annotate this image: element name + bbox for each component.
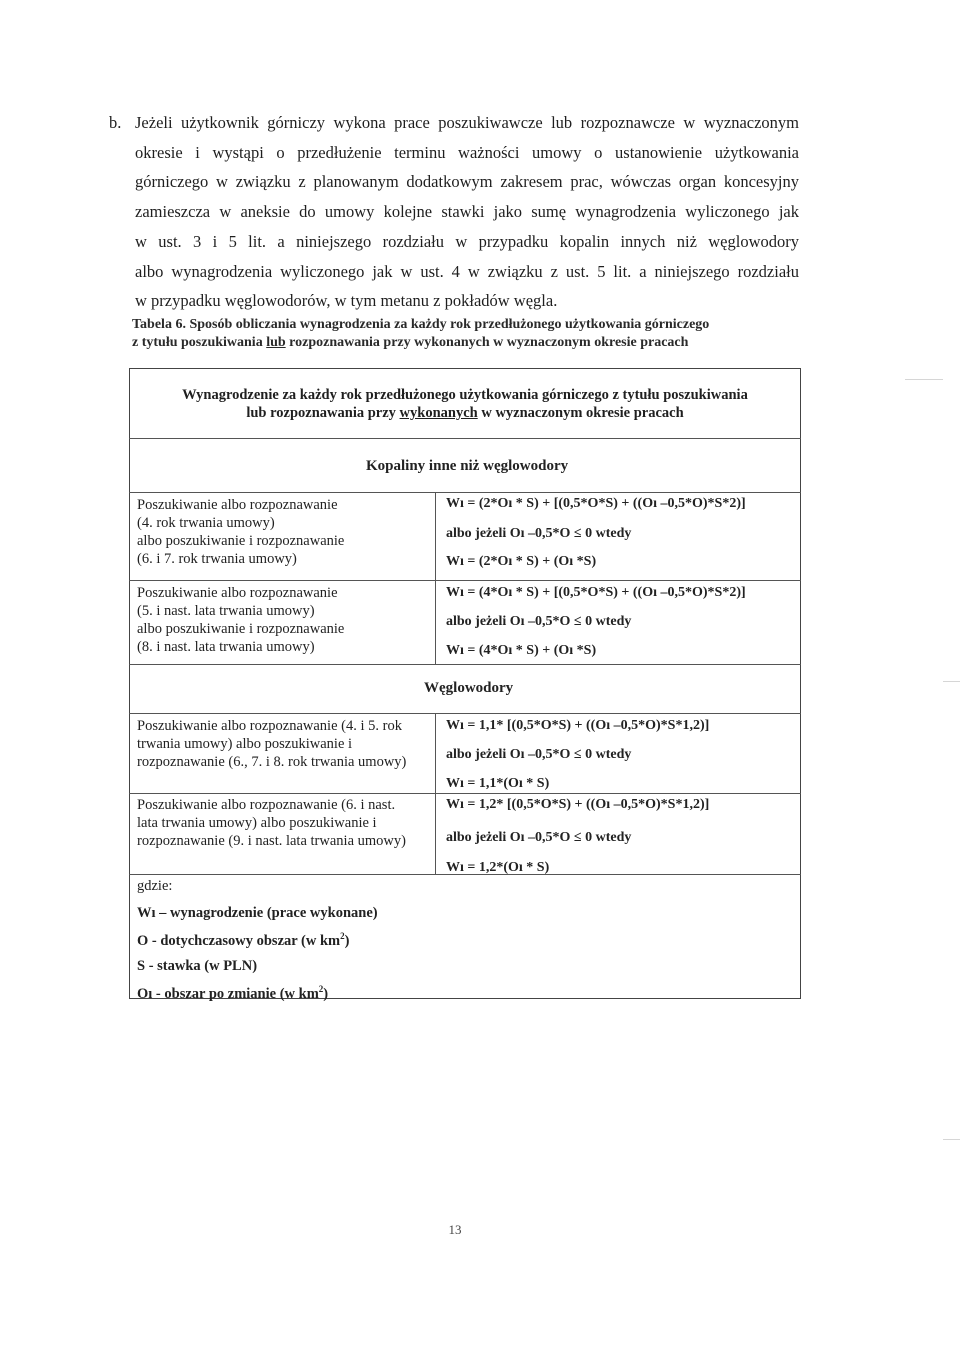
table-divider xyxy=(129,713,801,714)
section-title-non-hydrocarbons: Kopaliny inne niż węglowodory xyxy=(366,458,569,474)
table-header-line xyxy=(140,404,790,422)
paragraph-line: albo wynagrodzenia wyliczonego jak w ust. 4 w związku z ust. 5 lit. a niniejszego rozdziału xyxy=(135,261,799,281)
legend-text: ) xyxy=(344,932,350,949)
caption-underlined-word: lub xyxy=(266,335,286,350)
formula: Wı = (4*Oı * S) + [(0,5*O*S) + ((Oı –0,5*O)*S*2)] xyxy=(446,585,746,600)
paragraph-line: w przypadku węglowodorów, w tym metanu z pokładów węgla. xyxy=(135,291,558,311)
row-label-line: albo poszukiwanie i rozpoznawanie xyxy=(137,621,345,637)
row-label-line: Poszukiwanie albo rozpoznawanie xyxy=(137,497,338,513)
legend-item-w: Wı – wynagrodzenie (prace wykonane) xyxy=(137,905,378,921)
table-divider xyxy=(129,664,801,665)
row-label-line: (6. i 7. rok trwania umowy) xyxy=(137,551,297,567)
header-text: lub rozpoznawania przy xyxy=(246,405,400,421)
row-label-line: Poszukiwanie albo rozpoznawanie xyxy=(137,585,338,601)
table-divider xyxy=(129,438,801,439)
formula-condition: albo jeżeli Oı –0,5*O ≤ 0 wtedy xyxy=(446,614,632,629)
row-label-line: lata trwania umowy) albo poszukiwanie i xyxy=(137,815,377,831)
formula-condition: albo jeżeli Oı –0,5*O ≤ 0 wtedy xyxy=(446,526,632,541)
row-label-line: Poszukiwanie albo rozpoznawanie (4. i 5. rok xyxy=(137,718,402,734)
header-text: w wyznaczonym okresie pracach xyxy=(477,405,684,421)
scan-margin-mark xyxy=(943,681,960,682)
table-header xyxy=(140,386,790,422)
paragraph-line: Jeżeli użytkownik górniczy wykona prace poszukiwawcze lub rozpoznawcze w wyznaczonym xyxy=(135,113,799,132)
legend-label: gdzie: xyxy=(137,878,173,894)
table-divider xyxy=(129,492,801,493)
formula: Wı = 1,1* [(0,5*O*S) + ((Oı –0,5*O)*S*1,2)] xyxy=(446,718,710,733)
caption-line xyxy=(132,334,812,352)
column-divider xyxy=(435,492,436,664)
paragraph-line: zamieszcza w aneksie do umowy kolejne stawki jako sumę wynagrodzenia wyliczonego jak xyxy=(135,202,799,222)
scan-margin-mark xyxy=(943,1139,960,1140)
table-header-line: Wynagrodzenie za każdy rok przedłużonego użytkowania górniczego z tytułu poszukiwania xyxy=(182,387,748,403)
table-divider xyxy=(129,793,801,794)
paragraph-b xyxy=(109,108,799,316)
formula: Wı = (2*Oı * S) + [(0,5*O*S) + ((Oı –0,5*O)*S*2)] xyxy=(446,496,746,511)
paragraph-line: górniczego w związku z planowanym dodatkowym zakresem prac, wówczas organ koncesyjny xyxy=(135,172,799,192)
row-label xyxy=(137,717,406,771)
row-label-line: rozpoznawanie (9. i nast. lata trwania umowy) xyxy=(137,833,406,849)
legend-text: ) xyxy=(323,985,329,1002)
formula: Wı = 1,2* [(0,5*O*S) + ((Oı –0,5*O)*S*1,2)] xyxy=(446,797,710,812)
row-label xyxy=(137,796,406,850)
page-number: 13 xyxy=(448,1222,462,1237)
formula-alternative: Wı = (2*Oı * S) + (Oı *S) xyxy=(446,554,597,569)
formula-alternative: Wı = 1,1*(Oı * S) xyxy=(446,776,550,791)
row-label-line: Poszukiwanie albo rozpoznawanie (6. i nast. xyxy=(137,797,396,813)
legend-superscript: 2 xyxy=(318,984,324,994)
legend-item-s: S - stawka (w PLN) xyxy=(137,958,258,974)
header-underlined-word: wykonanych xyxy=(399,405,478,421)
paragraph-line: okresie i wystąpi o przedłużenie terminu ważności umowy o ustanowienie użytkowania xyxy=(135,142,799,162)
legend-item-o xyxy=(137,931,349,950)
row-label-line: trwania umowy) albo poszukiwanie i xyxy=(137,736,353,752)
column-divider xyxy=(435,713,436,874)
row-label-line: rozpoznawanie (6., 7. i 8. rok trwania umowy) xyxy=(137,754,407,770)
legend-superscript: 2 xyxy=(340,931,345,941)
paragraph-line: w ust. 3 i 5 lit. a niniejszego rozdziału w przypadku kopalin innych niż węglowodory xyxy=(135,231,799,251)
row-label xyxy=(137,496,344,568)
row-label-line: (4. rok trwania umowy) xyxy=(137,515,275,531)
formula-condition: albo jeżeli Oı –0,5*O ≤ 0 wtedy xyxy=(446,747,632,762)
row-label-line: albo poszukiwanie i rozpoznawanie xyxy=(137,533,345,549)
section-title-hydrocarbons: Węglowodory xyxy=(424,680,514,696)
row-label-line: (5. i nast. lata trwania umowy) xyxy=(137,603,315,619)
row-label xyxy=(137,584,344,656)
legend-item-o1 xyxy=(137,984,328,1003)
row-label-line: (8. i nast. lata trwania umowy) xyxy=(137,639,315,655)
table-divider xyxy=(129,580,801,581)
table-caption xyxy=(132,316,812,352)
legend-text: Oı - obszar po zmianie (w km xyxy=(137,985,319,1002)
caption-text: z tytułu poszukiwania xyxy=(132,335,267,350)
legend-text: O - dotychczasowy obszar (w km xyxy=(137,932,341,949)
paragraph-marker: b. xyxy=(109,113,122,132)
formula-alternative: Wı = 1,2*(Oı * S) xyxy=(446,860,550,875)
formula-alternative: Wı = (4*Oı * S) + (Oı *S) xyxy=(446,643,597,658)
formula-condition: albo jeżeli Oı –0,5*O ≤ 0 wtedy xyxy=(446,830,632,845)
caption-text: rozpoznawania przy wykonanych w wyznaczonym okresie pracach xyxy=(285,335,689,350)
caption-line: Tabela 6. Sposób obliczania wynagrodzenia za każdy rok przedłużonego użytkowania górniczego xyxy=(132,317,710,332)
scan-margin-mark xyxy=(905,379,943,380)
